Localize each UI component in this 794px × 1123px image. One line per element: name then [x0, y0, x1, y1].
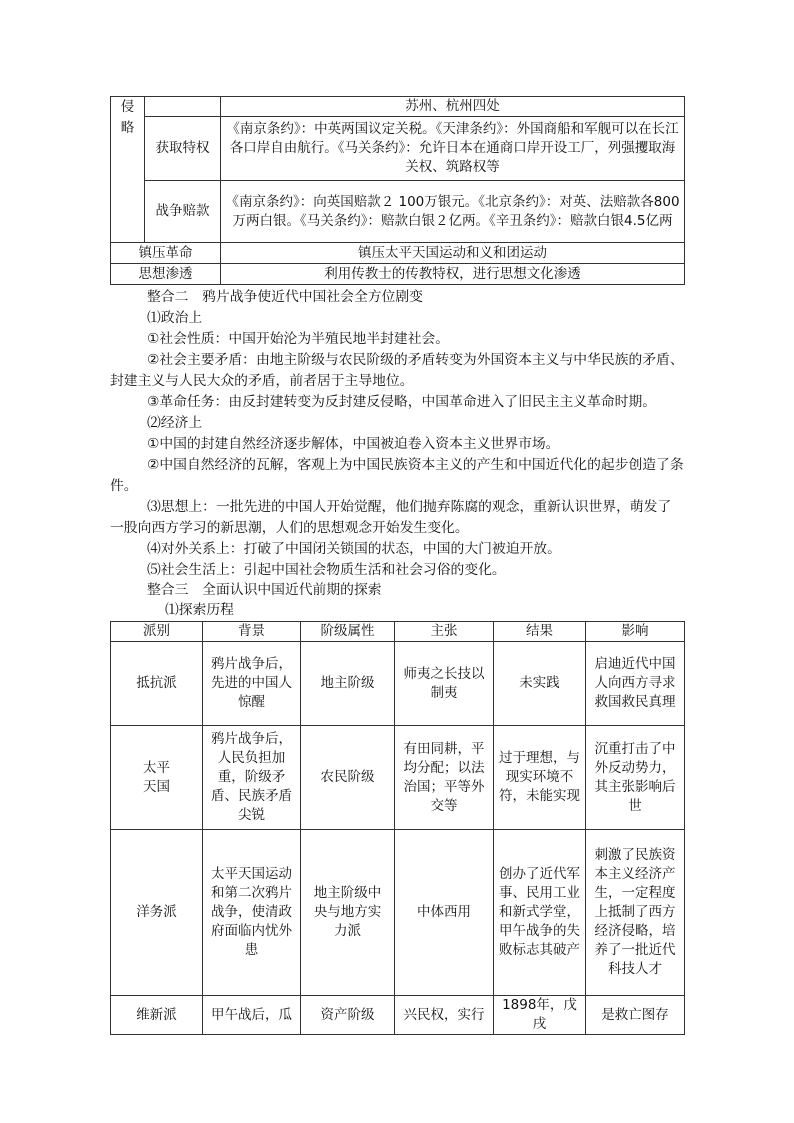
paragraph: ③革命任务：由反封建转变为反封建反侵略，中国革命进入了旧民主主义革命时期。 — [147, 394, 657, 410]
table-cell: 过于理想，与现实环境不符，未能实现 — [494, 726, 586, 830]
column-header: 影响 — [586, 622, 685, 642]
invasion-table — [110, 96, 685, 285]
category-cell — [145, 97, 221, 117]
column-header: 结果 — [494, 622, 586, 642]
table-cell: 有田同耕，平均分配；以法治国；平等外交等 — [395, 726, 494, 830]
paragraph: ①中国的封建自然经济逐步解体，中国被迫卷入资本主义世界市场。 — [147, 436, 560, 452]
table-cell: 洋务派 — [111, 830, 203, 996]
section-heading: 整合二 鸦片战争使近代中国社会全方位剧变 — [147, 289, 423, 305]
content-cell: 利用传教士的传教特权，进行思想文化渗透 — [221, 264, 685, 285]
table-cell: 刺激了民族资本主义经济产生，一定程度上抵制了西方经济侵略，培养了一批近代科技人才 — [586, 830, 685, 996]
table-cell: 中体西用 — [395, 830, 494, 996]
subheading-economic: ⑵经济上 — [147, 415, 203, 431]
table-cell — [111, 726, 203, 830]
table-row — [111, 117, 685, 181]
category-cell: 镇压革命 — [111, 243, 221, 264]
table-row — [111, 996, 685, 1035]
table-row — [111, 181, 685, 243]
paragraph: ②中国自然经济的瓦解，客观上为中国民族资本主义的产生和中国近代化的起步创造了条件。 — [110, 457, 684, 494]
content-cell: 《南京条约》：向英国赔款２ 100万银元。《北京条约》：对英、法赔款各800万两白银。《马关条约》：赔款白银２亿两。《辛丑条约》：赔款白银4.5亿两 — [221, 181, 685, 243]
table-cell: 1898年，戊戌 — [494, 996, 586, 1035]
subheading-political: ⑴政治上 — [147, 310, 203, 326]
table-row — [111, 264, 685, 285]
table-row — [111, 726, 685, 830]
table-header-row — [111, 622, 685, 642]
paragraph: ①社会性质：中国开始沦为半殖民地半封建社会。 — [147, 331, 450, 347]
table-cell: 鸦片战争后，人民负担加重，阶级矛盾、民族矛盾尖锐 — [203, 726, 301, 830]
table-row — [111, 243, 685, 264]
exploration-table — [110, 621, 685, 1035]
category-cell: 获取特权 — [145, 117, 221, 181]
table-row — [111, 642, 685, 726]
paragraph: ②社会主要矛盾：由地主阶级与农民阶级的矛盾转变为外国资本主义与中华民族的矛盾、封建主义与人民大众的矛盾，前者居于主导地位。 — [110, 352, 684, 389]
paragraph: ⑶思想上：一批先进的中国人开始觉醒，他们抛弃陈腐的观念，重新认识世界，萌发了一股向西方学习的新思潮，人们的思想观念开始发生变化。 — [110, 499, 672, 536]
invasion-label: 侵略 — [120, 99, 135, 136]
column-header: 主张 — [395, 622, 494, 642]
table-cell: 资产阶级 — [301, 996, 395, 1035]
table-cell: 地主阶级 — [301, 642, 395, 726]
column-header: 派别 — [111, 622, 203, 642]
paragraph: ⑸社会生活上：引起中国社会物质生活和社会习俗的变化。 — [147, 562, 506, 578]
table-cell: 师夷之长技以制夷 — [395, 642, 494, 726]
faction-name: 太平天国 — [143, 759, 170, 795]
subheading-exploration: ⑴探索历程 — [165, 602, 234, 618]
table-cell: 创办了近代军事、民用工业和新式学堂，甲午战争的失败标志其破产 — [494, 830, 586, 996]
paragraph: ⑷对外关系上：打破了中国闭关锁国的状态，中国的大门被迫开放。 — [147, 541, 561, 557]
table-cell: 太平天国运动和第二次鸦片战争，使清政府面临内忧外患 — [203, 830, 301, 996]
table-cell: 未实践 — [494, 642, 586, 726]
table-cell: 抵抗派 — [111, 642, 203, 726]
column-header: 背景 — [203, 622, 301, 642]
table-cell: 鸦片战争后，先进的中国人惊醒 — [203, 642, 301, 726]
table-cell: 是救亡图存 — [586, 996, 685, 1035]
table-cell: 地主阶级中央与地方实力派 — [301, 830, 395, 996]
table-cell: 兴民权，实行 — [395, 996, 494, 1035]
content-cell: 苏州、杭州四处 — [221, 97, 685, 117]
table-cell: 沉重打击了中外反动势力，其主张影响后世 — [586, 726, 685, 830]
table-row — [111, 97, 685, 117]
category-cell: 思想渗透 — [111, 264, 221, 285]
table-cell: 农民阶级 — [301, 726, 395, 830]
content-cell: 镇压太平天国运动和义和团运动 — [221, 243, 685, 264]
category-cell: 战争赔款 — [145, 181, 221, 243]
table-cell: 甲午战后，瓜 — [203, 996, 301, 1035]
section-heading: 整合三 全面认识中国近代前期的探索 — [147, 582, 382, 598]
content-cell: 《南京条约》：中英两国议定关税。《天津条约》：外国商船和军舰可以在长江各口岸自由航行。《马关条约》：允许日本在通商口岸开设工厂，列强攫取海关权、筑路权等 — [221, 117, 685, 181]
column-header: 阶级属性 — [301, 622, 395, 642]
table-row — [111, 830, 685, 996]
invasion-label-cell — [111, 97, 145, 243]
table-cell: 维新派 — [111, 996, 203, 1035]
table-cell: 启迪近代中国人向西方寻求救国救民真理 — [586, 642, 685, 726]
